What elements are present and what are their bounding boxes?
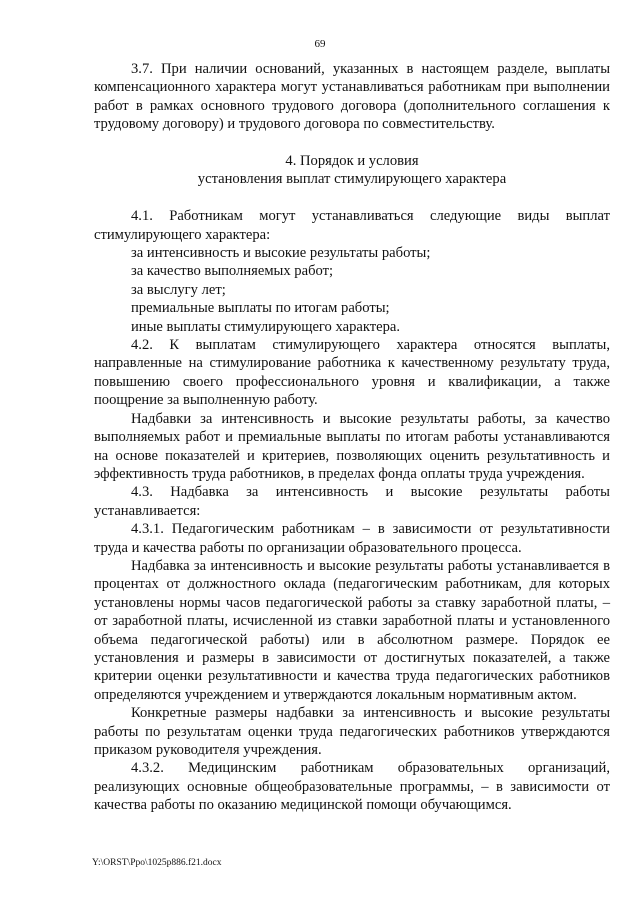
footer-file-path: Y:\ORST\Ppo\1025p886.f21.docx	[92, 858, 222, 868]
paragraph-4-3-1-c: Конкретные размеры надбавки за интенсивность и высокие результаты работы по результатам оценки труда педагогических работников утверждаются приказом руководителя учреждения.	[94, 705, 610, 758]
paragraph-4-2-b: Надбавки за интенсивность и высокие результаты работы, за качество выполняемых работ и премиальные выплаты по итогам работы устанавливаются на основе показателей и критериев, позволяющих оценить результативность и эффективность труда работников, в пределах фонда оплаты труда учреждения.	[94, 410, 610, 482]
paragraph-4-3-1: 4.3.1. Педагогическим работникам – в зависимости от результативности труда и качества работы по организации образовательного процесса.	[94, 521, 610, 556]
list-item: за интенсивность и высокие результаты работы;	[131, 245, 431, 262]
paragraph-4-3-2: 4.3.2. Медицинским работникам образовательных организаций, реализующих основные общеобразовательные программы, – в зависимости от качества работы по оказанию медицинской помощи обучающимся.	[94, 760, 610, 814]
paragraph-4-3: 4.3. Надбавка за интенсивность и высокие результаты работы устанавливается:	[94, 484, 610, 519]
document-body	[94, 60, 610, 815]
paragraph-3-7: 3.7. При наличии оснований, указанных в настоящем разделе, выплаты компенсационного характера могут устанавливаться работникам при выполнении работ в рамках основного трудового договора (дополнительного соглашения к трудовому договору) и трудового договора по совместительству.	[94, 61, 610, 133]
paragraph-4-3-1-b: Надбавка за интенсивность и высокие результаты работы устанавливается в процентах от должностного оклада (педагогическим работникам, для которых установлены нормы часов педагогической работы за ставку заработной платы, – от заработной платы, исчисленной из ставки заработной платы и установленного объема педагогической работы) или в абсолютном размере. Порядок ее установления и размеры в зависимости от достигнутых показателей, а также критерии оценки результативности и качества труда педагогических работников определяются учреждением и утверждаются локальным нормативным актом.	[94, 557, 610, 703]
paragraph-4-1: 4.1. Работникам могут устанавливаться следующие виды выплат стимулирующего характера:	[94, 208, 610, 243]
paragraph-4-2: 4.2. К выплатам стимулирующего характера относятся выплаты, направленные на стимулирование работника к качественному результату труда, повышению своего профессионального уровня и квалификации, а также поощрение за выполненную работу.	[94, 337, 610, 409]
list-item: премиальные выплаты по итогам работы;	[131, 300, 390, 317]
section-title: 4. Порядок и условия	[285, 153, 419, 170]
page-number: 69	[314, 38, 326, 50]
spacer	[94, 134, 610, 152]
list-item: иные выплаты стимулирующего характера.	[131, 318, 401, 335]
list-item: за качество выполняемых работ;	[131, 263, 334, 280]
section-subtitle: установления выплат стимулирующего характера	[197, 171, 507, 188]
list-item: за выслугу лет;	[131, 281, 226, 298]
spacer	[94, 189, 610, 207]
